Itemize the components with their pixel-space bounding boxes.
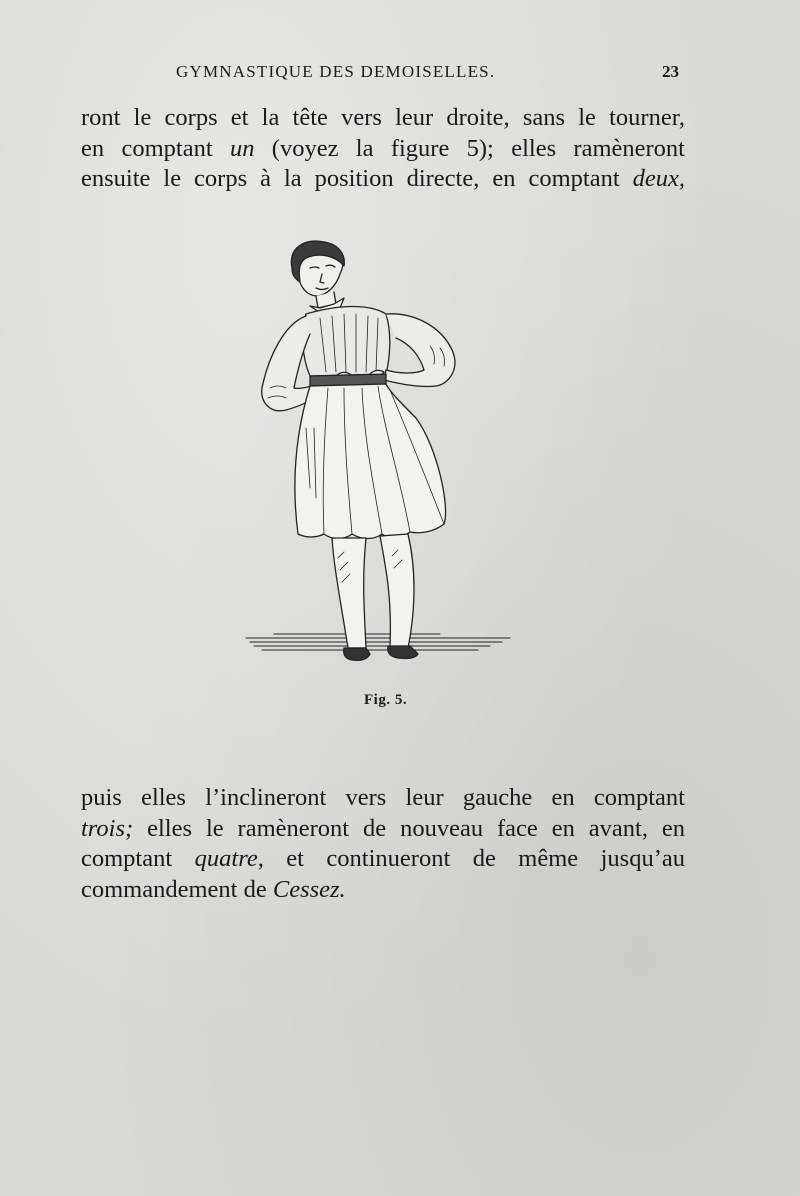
italic-word: trois; — [81, 814, 134, 842]
italic-word: Cessez. — [272, 875, 346, 903]
text-run: et continueront de même jusqu’au — [263, 845, 686, 872]
paragraph-bottom — [81, 783, 685, 905]
figure-illustration — [240, 238, 520, 678]
text-line — [81, 875, 685, 906]
paragraph-top — [81, 103, 685, 195]
text-run: (voyez la figure 5); elles ramèneront — [254, 134, 685, 162]
text-run: elles le ramèneront de nouveau face en avant, en — [133, 814, 685, 842]
text-run: comptant — [81, 845, 195, 872]
ground-shadow — [246, 634, 510, 650]
text-line — [81, 814, 685, 845]
text-line — [81, 783, 685, 814]
skirt — [295, 384, 446, 539]
text-line — [81, 164, 685, 195]
figure-caption: Fig. 5. — [364, 692, 408, 708]
head — [291, 241, 344, 296]
text-run: commandement de — [81, 875, 273, 903]
text-run: ensuite le corps à la position directe, en comptant — [81, 165, 633, 192]
text-run: ront le corps et la tête vers leur droite, sans le tourner, — [81, 104, 685, 131]
running-title: GYMNASTIQUE DES DEMOISELLES. — [176, 62, 496, 81]
italic-word: quatre, — [194, 845, 264, 872]
italic-word: un — [229, 134, 255, 162]
text-run: puis elles l’inclineront vers leur gauche en comptant — [81, 784, 685, 811]
left-leg — [332, 538, 366, 648]
right-shoe — [388, 646, 418, 659]
italic-word: deux, — [632, 165, 685, 192]
page-number: 23 — [662, 62, 679, 81]
text-line — [81, 134, 685, 165]
right-arm — [384, 314, 455, 387]
text-run: en comptant — [81, 134, 230, 162]
text-line — [81, 103, 685, 134]
text-line — [81, 844, 685, 875]
left-shoe — [344, 648, 370, 660]
